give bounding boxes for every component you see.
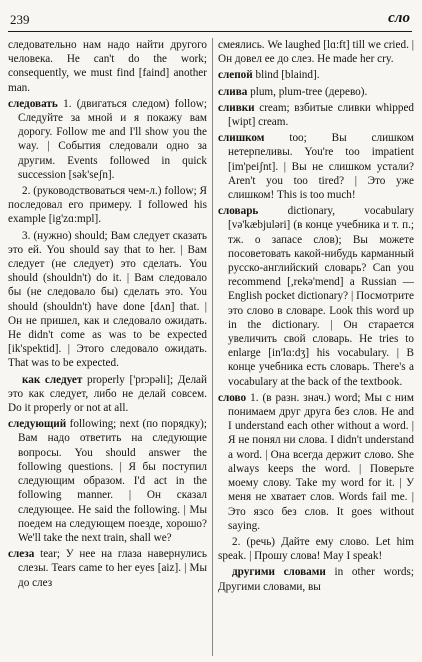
entry-headword: слишком — [218, 132, 265, 145]
entry-headword: следовать — [8, 97, 58, 110]
entry-headword: сливки — [218, 101, 255, 114]
entry-text: 1. (двигаться следом) follow; Следуйте за мной и я покажу вам дорогу. Follow me and I'll show you the way. | События следовали одно за другим. Events followed in quick succession [sək'seʃn]. — [18, 97, 207, 181]
dictionary-entry — [218, 68, 414, 82]
entry-text: следовательно нам надо найти другого человека. He can't do the work; consequently, we must find [faind] another man. — [8, 39, 207, 94]
entry-text: смеялись. We laughed [lɑ:ft] till we cried. | Он довел ее до слез. He made her cry. — [218, 39, 414, 66]
entry-text: plum, plum-tree (дерево). — [247, 85, 368, 98]
dictionary-entry — [8, 417, 207, 545]
entry-sense — [8, 184, 207, 227]
entry-text: 1. (в разн. знач.) word; Мы с ним понимаем друг друга без слов. He and I understand each other without a word. | Я не понял ни слова. I didn't understand a word. | Она всегда держит слово. She always keeps the word. | Поверьте моему слову. Take my word for it. | У меня не хватает слов. Words fail me. | Это язсо без слов. It goes without saying. — [228, 391, 414, 532]
dictionary-entry — [218, 391, 414, 533]
entry-headword: слеза — [8, 548, 35, 561]
entry-text: 2. (речь) Дайте ему слово. Let him speak. | Прошу слова! May I speak! — [218, 535, 414, 563]
entry-text: dictionary, vocabulary [və'kæbjuləri] (в конце учебника и т. п.; тж. о запасе слов); Вы можете посоветовать какой-нибудь карманный русско-английский словарь? Can you recommend [,rekə'mend] a Russian — English pocket dictionary? | Посмотрите это слово в словаре. Look this word up in the dictionary. | Он старается увеличить свой словарь. He tries to enlarge [in'lɑ:dʒ] his vocabulary. | В конце учебника есть словарь. There's a vocabulary at the back of the textbook. — [228, 205, 414, 388]
entry-text: properly ['prɔpəli]; Делай это как следует, либо не делай совсем. Do it properly or not at all. — [8, 373, 207, 415]
entry-headword: слово — [218, 391, 247, 404]
left-column — [8, 38, 207, 658]
running-head: сло — [388, 10, 410, 26]
entry-continuation — [218, 38, 414, 66]
entry-headword: словарь — [218, 205, 259, 218]
entry-headword: слепой — [218, 69, 253, 82]
entry-text: cream; взбитые сливки whipped [wipt] cream. — [228, 101, 414, 129]
page-header — [8, 6, 412, 34]
entry-text: following; next (по порядку); Вам надо ответить на следующие вопросы. You should answer the following questions. | Я бы поступил следующим образом. I'd act in the following manner. | Он сказал следующее. He said the following. | Мы поедем на следующем поезде, хорошо? We'll take the next train, shall we? — [18, 418, 207, 544]
dictionary-entry — [8, 547, 207, 590]
entry-headword: другими словами — [232, 566, 326, 579]
entry-text: 2. (руководствоваться чем-л.) follow; Я последовал его примеру. I followed his example [ig'zɑ:mpl]. — [8, 185, 207, 226]
dictionary-entry — [218, 85, 414, 99]
entry-text: blind [blaind]. — [252, 69, 320, 82]
header-rule — [8, 31, 412, 32]
entry-headword: следующий — [8, 418, 67, 431]
entry-sense — [218, 565, 414, 593]
entry-sense — [8, 373, 207, 416]
entry-text: in other words; Другими словами, вы — [218, 566, 414, 593]
entry-sense — [218, 535, 414, 563]
entry-headword: слива — [218, 85, 248, 98]
entry-continuation — [8, 38, 207, 95]
entry-text: tear; У нее на глаза навернулись слезы. Tears came to her eyes [aiz]. | Мы до слез — [18, 548, 207, 589]
dictionary-entry — [8, 97, 207, 182]
right-column — [218, 38, 414, 658]
dictionary-entry — [218, 204, 414, 389]
column-divider — [212, 38, 213, 656]
dictionary-entry — [218, 101, 414, 129]
entry-text: too; Вы слишком нетерпеливы. You're too impatient [im'peiʃnt]. | Вы не слишком устали? Aren't you too tired? | Это уже слишком! This is too much! — [228, 132, 414, 202]
entry-headword: как следует — [22, 373, 83, 386]
page-number: 239 — [10, 12, 30, 27]
entry-text: 3. (нужно) should; Вам следует сказать это ей. You should say that to her. | Вам следует (не следует) это сделать. You should (shouldn't) do it. | Вам следовало бы (не следовало бы) сделать это. You should (shouldn't) have done [dʌn] that. | Он не пришел, как и следовало ожидать. He didn't come as was to be expected [ik'spektid]. | Этого следовало ожидать. That was to be expected. — [8, 229, 207, 370]
dictionary-entry — [218, 131, 414, 202]
entry-sense — [8, 229, 207, 371]
